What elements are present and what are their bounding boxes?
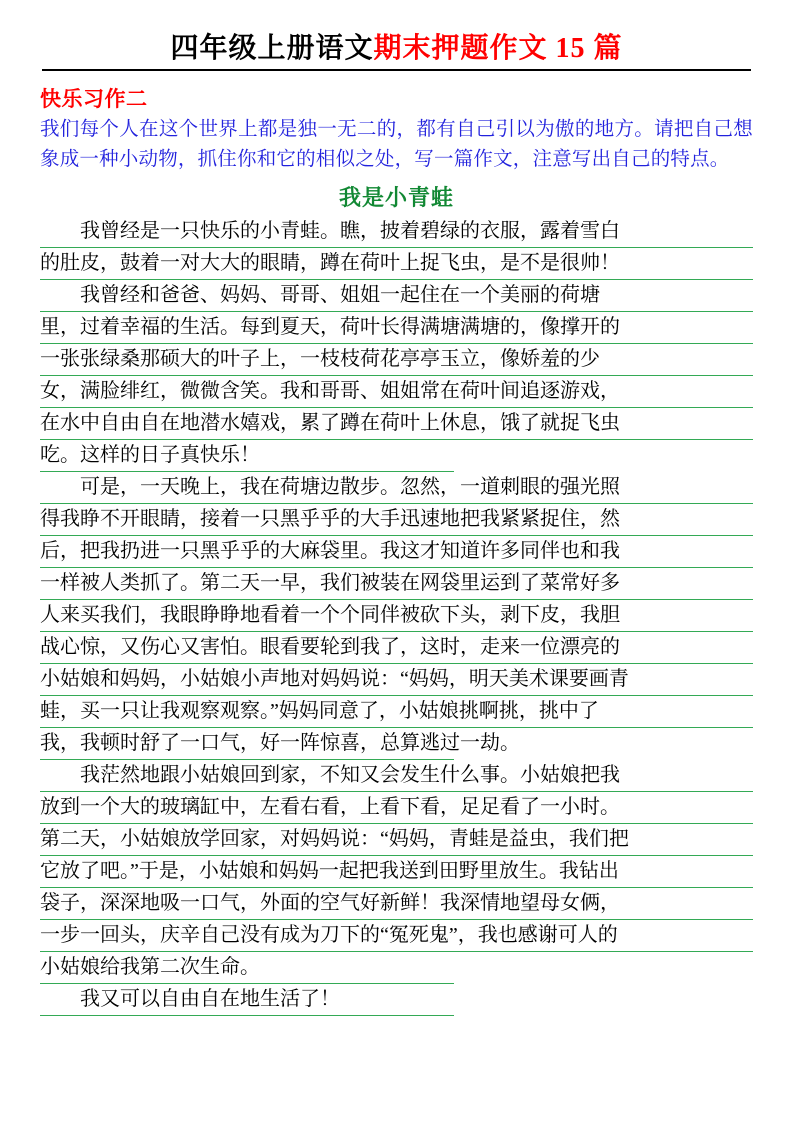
essay-line: 它放了吧。”于是，小姑娘和妈妈一起把我送到田野里放生。我钻出: [40, 856, 753, 888]
section-heading: 快乐习作二: [40, 87, 148, 111]
essay-line: 可是，一天晚上，我在荷塘边散步。忽然，一道刺眼的强光照: [40, 472, 753, 504]
essay-line: 人来买我们，我眼睁睁地看着一个个同伴被砍下头，剥下皮，我胆: [40, 600, 753, 632]
essay-line: 一样被人类抓了。第二天一早，我们被装在网袋里运到了菜常好多: [40, 568, 753, 600]
essay-line: 里，过着幸福的生活。每到夏天，荷叶长得满塘满塘的，像撑开的: [40, 312, 753, 344]
essay-line: 我曾经和爸爸、妈妈、哥哥、姐姐一起住在一个美丽的荷塘: [40, 280, 753, 312]
essay-line: 的肚皮，鼓着一对大大的眼睛，蹲在荷叶上捉飞虫，是不是很帅！: [40, 248, 753, 280]
essay-line: 得我睁不开眼睛，接着一只黑乎乎的大手迅速地把我紧紧捉住，然: [40, 504, 753, 536]
essay-title: 我是小青蛙: [338, 185, 454, 210]
essay-body: [40, 216, 753, 1016]
essay-line: 蛙，买一只让我观察观察。”妈妈同意了，小姑娘挑啊挑，挑中了: [40, 696, 753, 728]
page-title-red: 期末押题作文 15 篇: [373, 33, 623, 64]
essay-line: 我曾经是一只快乐的小青蛙。瞧，披着碧绿的衣服，露着雪白: [40, 216, 753, 248]
essay-line: 吃。这样的日子真快乐！: [40, 440, 454, 472]
page-title-black: 四年级上册语文: [170, 33, 374, 64]
essay-line: 小姑娘和妈妈，小姑娘小声地对妈妈说：“妈妈，明天美术课要画青: [40, 664, 753, 696]
essay-line: 战心惊，又伤心又害怕。眼看要轮到我了，这时，走来一位漂亮的: [40, 632, 753, 664]
essay-line: 我又可以自由自在地生活了！: [40, 984, 454, 1016]
page-title: [42, 26, 751, 71]
essay-line: 在水中自由自在地潜水嬉戏，累了蹲在荷叶上休息，饿了就捉飞虫: [40, 408, 753, 440]
essay-line: 放到一个大的玻璃缸中，左看右看，上看下看，足足看了一小时。: [40, 792, 753, 824]
essay-line: 一张张绿桑那硕大的叶子上，一枝枝荷花亭亭玉立，像娇羞的少: [40, 344, 753, 376]
essay-line: 女，满脸绯红，微微含笑。我和哥哥、姐姐常在荷叶间追逐游戏，: [40, 376, 753, 408]
essay-line: 小姑娘给我第二次生命。: [40, 952, 454, 984]
essay-line: 我，我顿时舒了一口气，好一阵惊喜，总算逃过一劫。: [40, 728, 454, 760]
writing-prompt: 我们每个人在这个世界上都是独一无二的，都有自己引以为傲的地方。请把自己想象成一种小动物，抓住你和它的相似之处，写一篇作文，注意写出自己的特点。: [40, 119, 753, 170]
essay-line: 袋子，深深地吸一口气，外面的空气好新鲜！我深情地望母女俩，: [40, 888, 753, 920]
essay-line: 我茫然地跟小姑娘回到家，不知又会发生什么事。小姑娘把我: [40, 760, 753, 792]
essay-line: 一步一回头，庆辛自己没有成为刀下的“冤死鬼”，我也感谢可人的: [40, 920, 753, 952]
essay-line: 后，把我扔进一只黑乎乎的大麻袋里。我这才知道许多同伴也和我: [40, 536, 753, 568]
essay-line: 第二天，小姑娘放学回家，对妈妈说：“妈妈，青蛙是益虫，我们把: [40, 824, 753, 856]
